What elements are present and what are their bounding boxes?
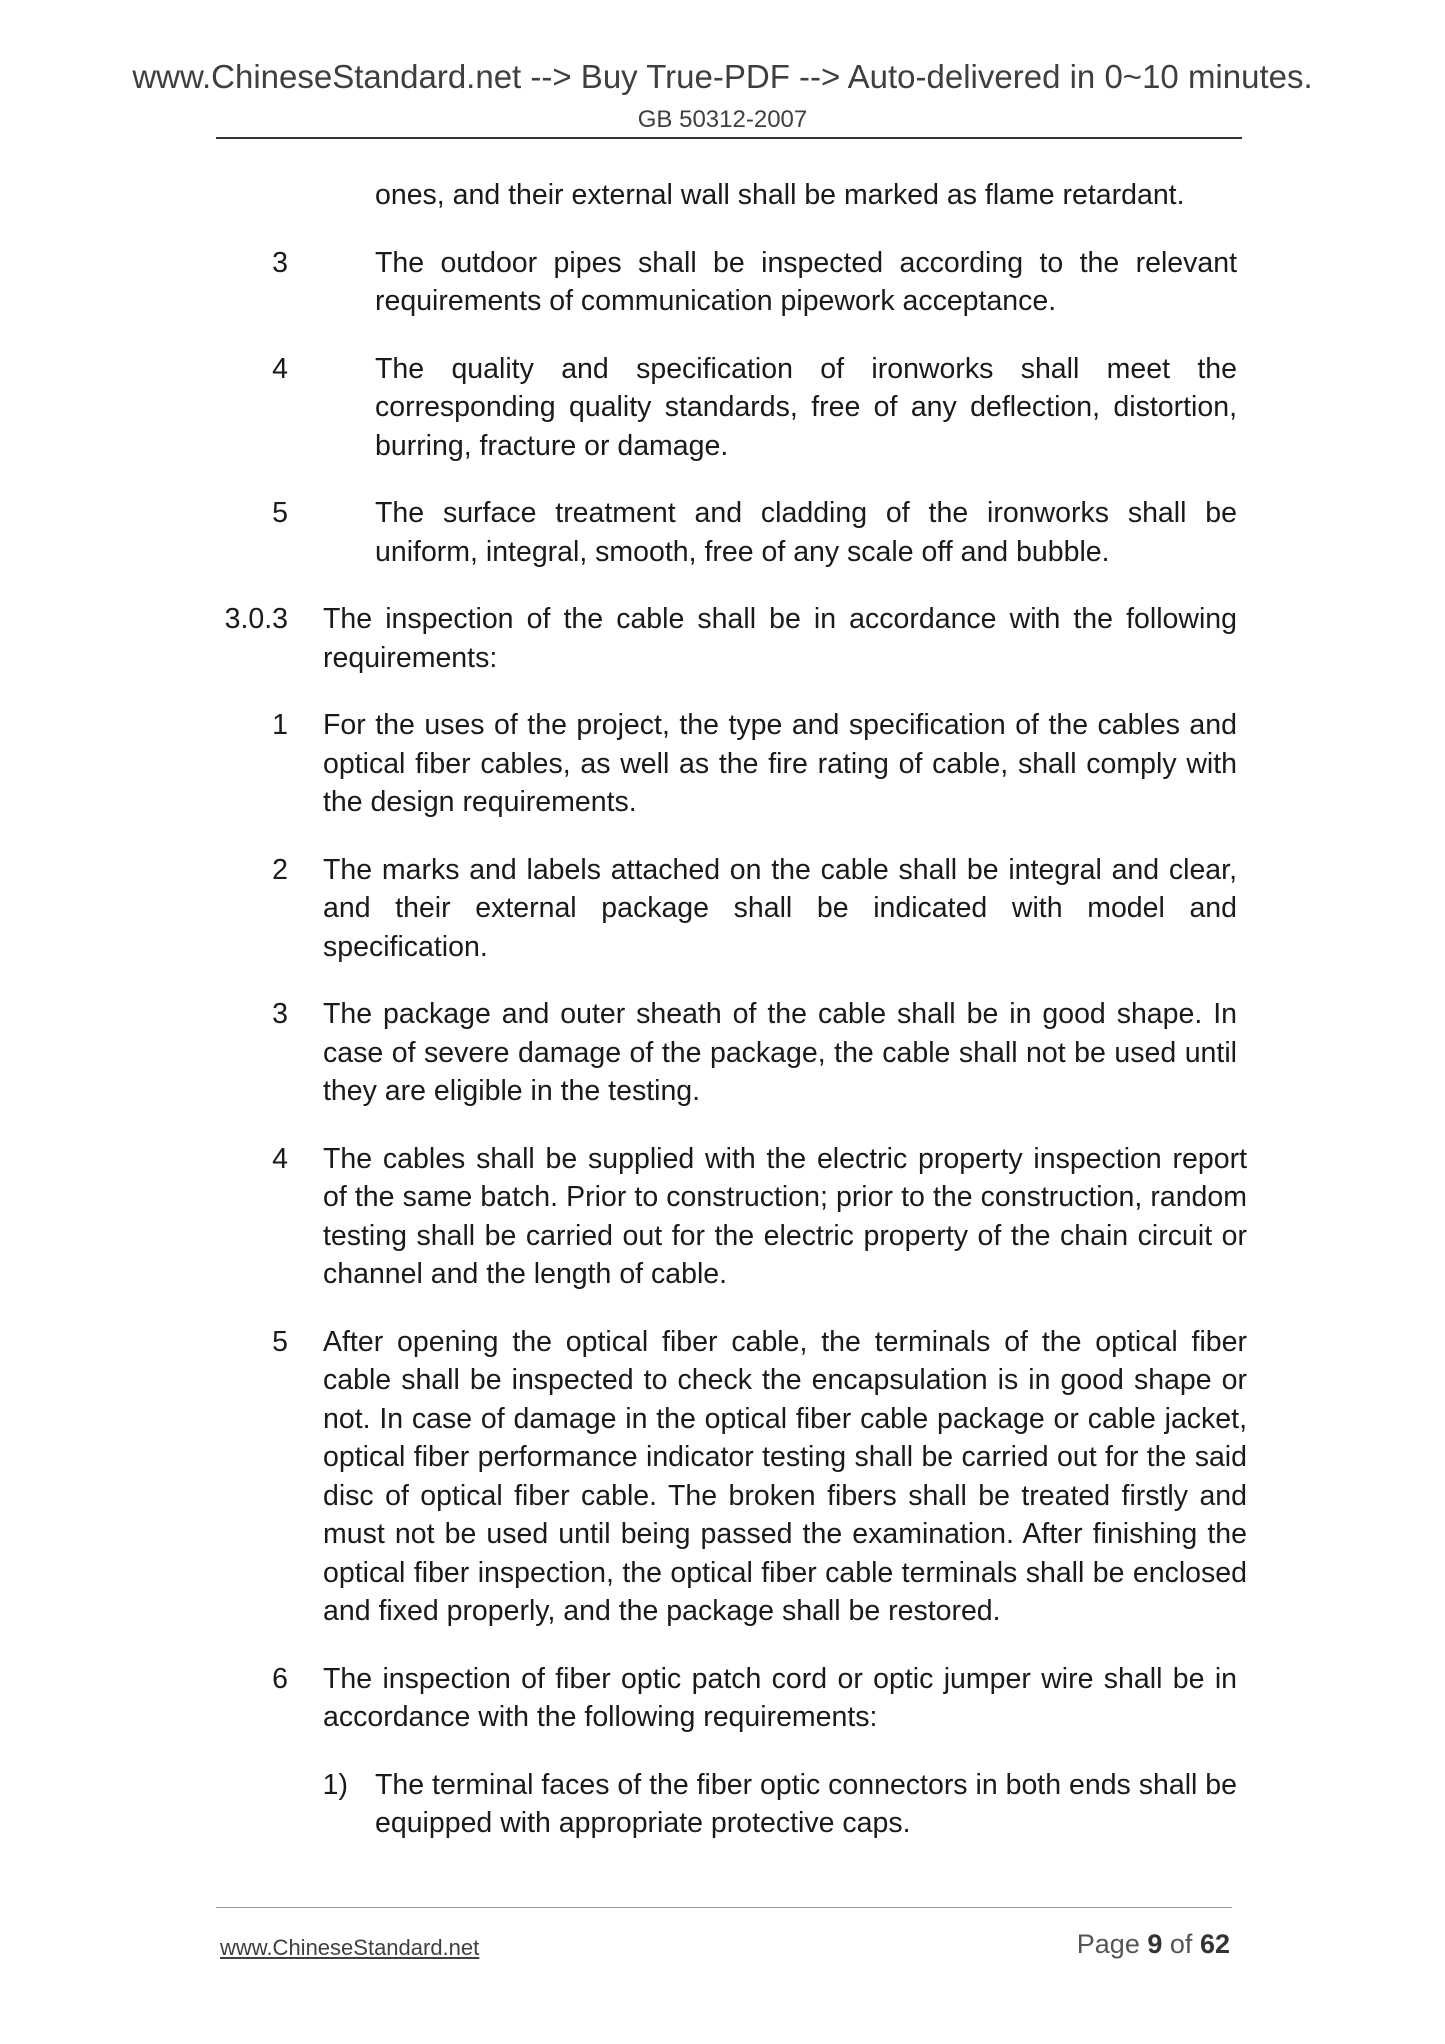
list-item — [0, 1140, 1445, 1294]
list-item — [0, 995, 1445, 1111]
list-item — [0, 350, 1445, 466]
item-number: 4 — [272, 352, 288, 385]
paragraph-text: ones, and their external wall shall be marked as flame retardant. — [375, 179, 1185, 211]
header-banner[interactable]: www.ChineseStandard.net --> Buy True-PDF --> Auto-delivered in 0~10 minutes. — [132, 58, 1313, 95]
sub-item-text: The terminal faces of the fiber optic connectors in both ends shall be equipped with appropriate protective caps. — [375, 1768, 1237, 1839]
item-number: 6 — [272, 1662, 288, 1695]
item-number: 4 — [272, 1142, 288, 1175]
item-text: For the uses of the project, the type and specification of the cables and optical fiber cables, as well as the fire rating of cable, shall comply with the design requirements. — [323, 709, 1237, 818]
item-number: 3 — [272, 246, 288, 279]
item-text: The surface treatment and cladding of the ironworks shall be uniform, integral, smooth, free of any scale off and bubble. — [375, 497, 1237, 568]
list-item — [0, 244, 1445, 321]
list-item — [0, 494, 1445, 571]
item-text: The package and outer sheath of the cable shall be in good shape. In case of severe damage of the package, the cable shall not be used until they are eligible in the testing. — [323, 998, 1237, 1107]
sub-item-number: 1) — [322, 1768, 348, 1801]
item-number: 1 — [272, 709, 288, 741]
item-text: The quality and specification of ironworks shall meet the corresponding quality standards, free of any deflection, distortion, burring, fracture or damage. — [375, 352, 1237, 462]
item-number: 2 — [272, 853, 288, 886]
page-current: 9 — [1147, 1929, 1163, 1959]
item-text: The cables shall be supplied with the electric property inspection report of the same batch. Prior to construction; prior to the construction, random testing shall be carried out for the electric property of the chain circuit or channel and the length of cable. — [323, 1142, 1247, 1290]
page-of-label: of — [1169, 1929, 1193, 1959]
clause-number: 3.0.3 — [224, 603, 288, 635]
item-text: After opening the optical fiber cable, the terminals of the optical fiber cable shall be inspected to check the encapsulation is in good shape or not. In case of damage in the optical fiber cable package or cable jacket, optical fiber performance indicator testing shall be carried out for the said disc of optical fiber cable. The broken fibers shall be treated firstly and must not be used until being passed the examination. After finishing the optical fiber inspection, the optical fiber cable terminals shall be enclosed and fixed properly, and the package shall be restored. — [323, 1325, 1247, 1627]
page-indicator — [1077, 1929, 1230, 1960]
list-item — [0, 706, 1445, 822]
item-text: The marks and labels attached on the cable shall be integral and clear, and their external package shall be indicated with model and specification. — [323, 853, 1237, 963]
item-text: The inspection of fiber optic patch cord or optic jumper wire shall be in accordance with the following requirements: — [323, 1662, 1237, 1733]
paragraph-continuation — [0, 176, 1445, 215]
item-number: 5 — [272, 497, 288, 529]
list-item — [0, 1323, 1445, 1631]
footer-website-link[interactable]: www.ChineseStandard.net — [220, 1935, 480, 1960]
item-number: 5 — [272, 1325, 288, 1358]
footer-divider — [216, 1907, 1232, 1908]
sub-list-item — [0, 1766, 1445, 1843]
list-item — [0, 1660, 1445, 1737]
page-total: 62 — [1199, 1929, 1230, 1959]
item-number: 3 — [272, 998, 288, 1030]
clause-text: The inspection of the cable shall be in accordance with the following requirements: — [323, 603, 1237, 674]
clause-3-0-3 — [0, 600, 1445, 677]
document-body — [0, 176, 1445, 1872]
header-divider — [216, 137, 1242, 139]
list-item — [0, 851, 1445, 967]
item-text: The outdoor pipes shall be inspected according to the relevant requirements of communication pipework acceptance. — [375, 246, 1237, 317]
standard-code: GB 50312-2007 — [637, 106, 808, 133]
page-label: Page — [1076, 1929, 1140, 1959]
